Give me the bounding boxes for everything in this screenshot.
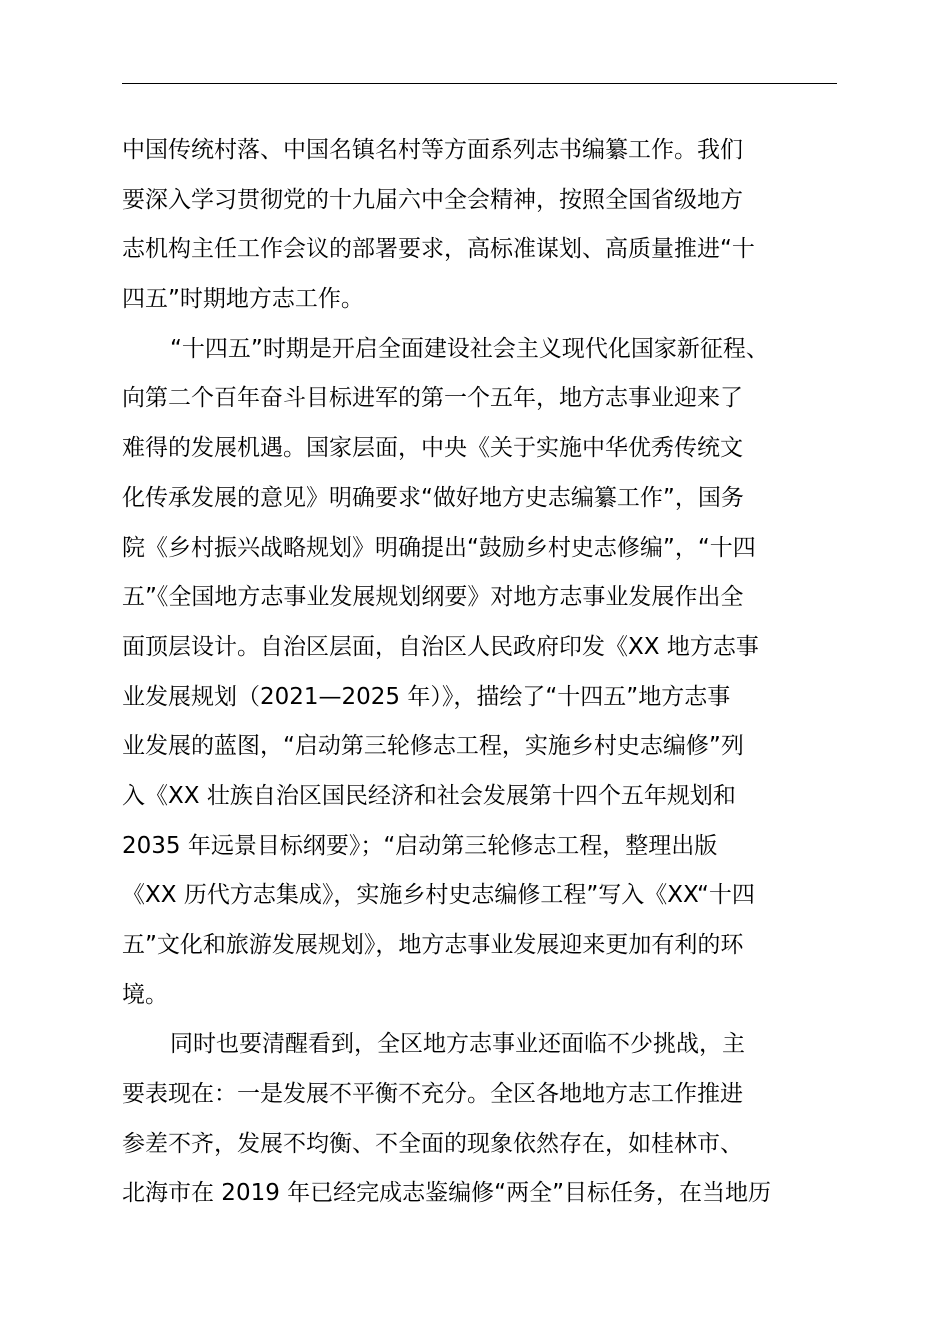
paragraph-3 xyxy=(122,1020,837,1219)
text-line: 《XX 历代方志集成》，实施乡村史志编修工程”写入《XX“十四 xyxy=(122,882,755,909)
text-line: 同时也要清醒看到，全区地方志事业还面临不少挑战，主 xyxy=(170,1031,745,1058)
paragraph-1 xyxy=(122,126,837,325)
text-line: 四五”时期地方志工作。 xyxy=(122,286,364,313)
text-line: 向第二个百年奋斗目标进军的第一个五年，地方志事业迎来了 xyxy=(122,385,743,412)
document-body xyxy=(122,126,837,1219)
text-line: 2035 年远景目标纲要》；“启动第三轮修志工程，整理出版 xyxy=(122,832,718,859)
text-line: 要深入学习贯彻党的十九届六中全会精神，按照全国省级地方 xyxy=(122,186,743,213)
text-line: 业发展规划（2021—2025 年）》，描绘了“十四五”地方志事 xyxy=(122,683,731,710)
text-line: “十四五”时期是开启全面建设社会主义现代化国家新征程、 xyxy=(170,335,769,362)
text-line: 院《乡村振兴战略规划》明确提出“鼓励乡村史志修编”，“十四 xyxy=(122,534,756,561)
text-line: 志机构主任工作会议的部署要求，高标准谋划、高质量推进“十 xyxy=(122,236,755,263)
text-line: 要表现在：一是发展不平衡不充分。全区各地地方志工作推进 xyxy=(122,1081,743,1108)
text-line: 参差不齐，发展不均衡、不全面的现象依然存在，如桂林市、 xyxy=(122,1130,743,1157)
text-line: 五”文化和旅游发展规划》，地方志事业发展迎来更加有利的环 xyxy=(122,932,744,958)
text-line: 化传承发展的意见》明确要求“做好地方史志编纂工作”，国务 xyxy=(122,484,744,511)
text-line: 境。 xyxy=(122,981,168,1008)
header-rule xyxy=(122,83,837,84)
text-line: 中国传统村落、中国名镇名村等方面系列志书编纂工作。我们 xyxy=(122,137,743,163)
paragraph-2 xyxy=(122,325,837,1021)
text-line: 面顶层设计。自治区层面，自治区人民政府印发《XX 地方志事 xyxy=(122,633,759,660)
text-line: 五”《全国地方志事业发展规划纲要》对地方志事业发展作出全 xyxy=(122,584,744,611)
text-line: 入《XX 壮族自治区国民经济和社会发展第十四个五年规划和 xyxy=(122,782,736,809)
text-line: 业发展的蓝图，“启动第三轮修志工程，实施乡村史志编修”列 xyxy=(122,733,744,760)
text-line: 难得的发展机遇。国家层面，中央《关于实施中华优秀传统文 xyxy=(122,435,743,462)
text-line: 北海市在 2019 年已经完成志鉴编修“两全”目标任务，在当地历 xyxy=(122,1180,771,1207)
